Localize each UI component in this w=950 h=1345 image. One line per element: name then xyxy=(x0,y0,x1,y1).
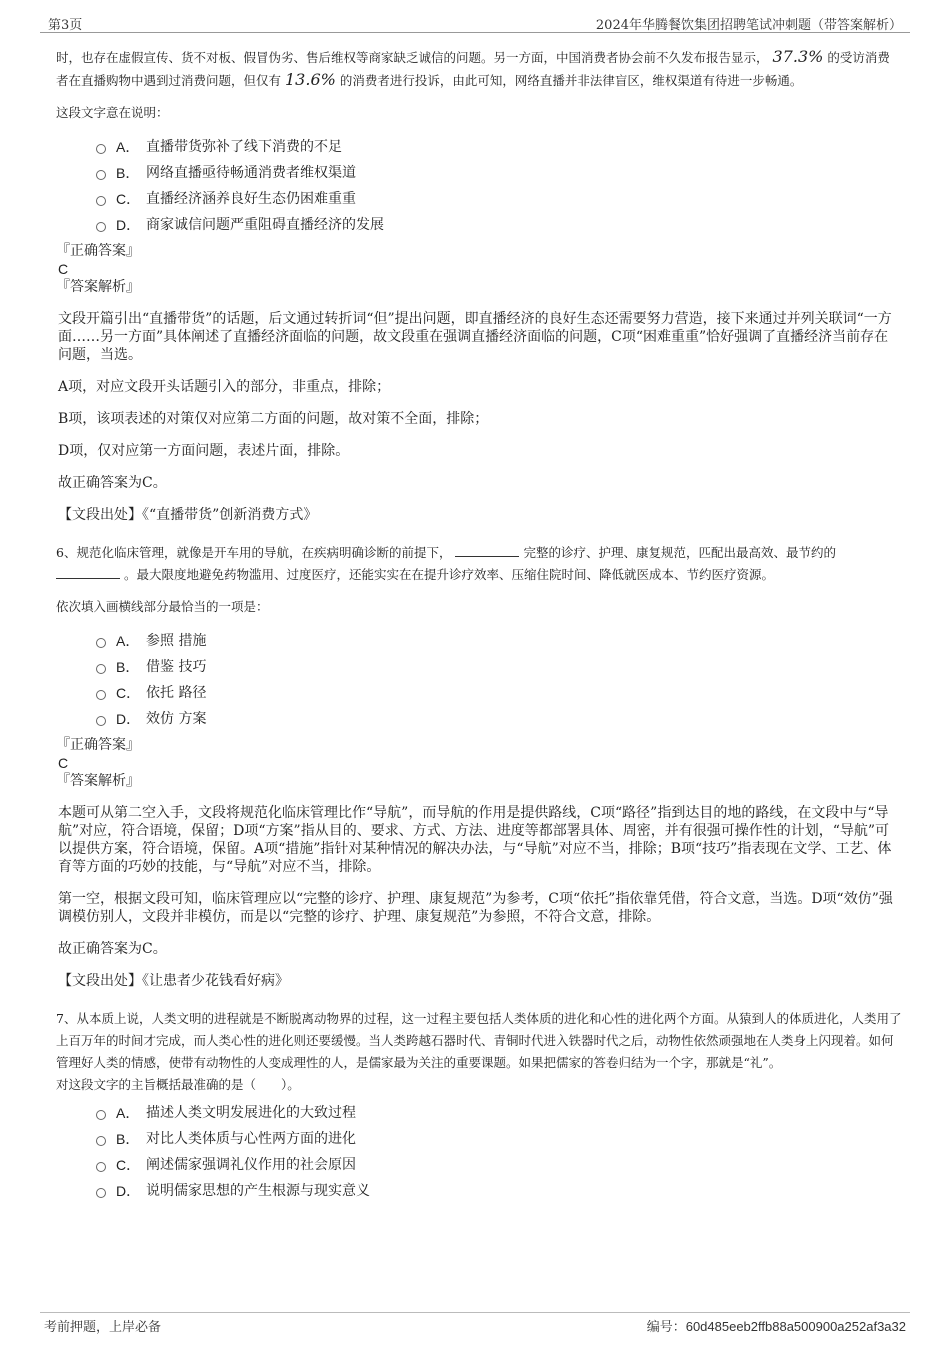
footer-code-value: 60d485eeb2ffb88a500900a252af3a32 xyxy=(685,1319,906,1334)
q5-passage-part-a: 时，也存在虚假宣传、货不对板、假冒伪劣、售后维权等商家缺乏诚信的问题。另一方面，中国消费者协会前不久发布报告显示， xyxy=(56,50,769,65)
q5-analysis-conclusion: 故正确答案为C。 xyxy=(58,475,167,491)
q6-stem-part-a: 6、规范化临床管理，就像是开车用的导航，在疾病明确诊断的前提下， xyxy=(56,545,452,560)
q5-analysis-paragraph: 文段开篇引出“直播带货”的话题，后文通过转折词“但”提出问题，即直播经济的良好生态还需要努力营造，接下来通过并列关联词“一方面……另一方面”具体阐述了直播经济面临的问题，故文段重在强调直播经济面临的问题，C项“困难重重”恰好强调了直播经济当前存在问题，当选。 xyxy=(58,311,892,363)
option-letter: C． xyxy=(116,191,141,207)
q6-option-d[interactable] xyxy=(96,706,902,732)
option-text: 说明儒家思想的产生根源与现实意义 xyxy=(146,1183,370,1199)
q6-stem xyxy=(56,542,902,586)
option-letter: B． xyxy=(116,659,140,675)
q5-analysis-paragraph: A项，对应文段开头话题引入的部分，非重点，排除； xyxy=(58,379,391,395)
option-text: 借鉴 技巧 xyxy=(146,659,207,675)
q6-option-a[interactable] xyxy=(96,628,902,654)
q6-analysis-paragraph: 本题可从第二空入手，文段将规范化临床管理比作“导航”，而导航的作用是提供路线，C项“路径”指到达目的地的路线，在文段中与“导航”对应，符合语境，保留；D项“方案”指从目的、要求、方式、方法、进度等都部署具体、周密，并有很强可操作性的计划，“导航”可以提供方案，符合语境，保留。A项“措施”指针对某种情况的解决办法，与“导航”对应不当，排除；B项“技巧”指表现在文学、工艺、体育等方面的巧妙的技能，与“导航”对应不当，排除。 xyxy=(58,805,892,875)
q5-prompt: 这段文字意在说明： xyxy=(56,105,169,120)
q6-stem-part-c: 。最大限度地避免药物滥用、过度医疗，还能实实在在提升诊疗效率、压缩住院时间、降低就医成本、节约医疗资源。 xyxy=(123,567,774,582)
q5-analysis-paragraph: D项，仅对应第一方面问题，表述片面，排除。 xyxy=(58,443,350,459)
q6-blank-2 xyxy=(56,566,120,579)
option-letter: C． xyxy=(116,685,141,701)
q5-analysis-paragraph: B项，该项表述的对策仅对应第二方面的问题，故对策不全面，排除； xyxy=(58,411,489,427)
q7-prompt: 对这段文字的主旨概括最准确的是（ ）。 xyxy=(56,1077,300,1092)
q5-option-b[interactable] xyxy=(96,160,902,186)
option-letter: D． xyxy=(116,217,141,233)
option-text: 效仿 方案 xyxy=(146,711,207,727)
option-text: 依托 路径 xyxy=(146,685,207,701)
q6-prompt: 依次填入画横线部分最恰当的一项是： xyxy=(56,599,269,614)
option-letter: A． xyxy=(116,139,140,155)
q5-option-a[interactable] xyxy=(96,134,902,160)
footer-code-label: 编号： xyxy=(646,1320,686,1335)
q7-option-d[interactable] xyxy=(96,1178,902,1204)
q5-passage-part-c: 的消费者进行投诉，由此可知，网络直播并非法律盲区，维权渠道有待进一步畅通。 xyxy=(339,73,803,88)
q6-answer: C xyxy=(58,755,69,771)
option-letter: A． xyxy=(116,633,140,649)
radio-icon[interactable] xyxy=(96,690,106,700)
option-letter: A． xyxy=(116,1105,140,1121)
option-text: 阐述儒家强调礼仪作用的社会原因 xyxy=(146,1157,356,1173)
page-content xyxy=(56,46,902,1208)
option-text: 直播经济涵养良好生态仍困难重重 xyxy=(146,191,356,207)
option-text: 参照 措施 xyxy=(146,633,207,649)
option-letter: D． xyxy=(116,1183,141,1199)
radio-icon[interactable] xyxy=(96,1136,106,1146)
q6-stem-part-b: 完整的诊疗、护理、康复规范，匹配出最高效、最节约的 xyxy=(523,545,836,560)
page-header xyxy=(40,12,910,33)
q6-options xyxy=(96,628,902,732)
q5-answer: C xyxy=(58,261,69,277)
option-text: 网络直播亟待畅通消费者维权渠道 xyxy=(146,165,356,181)
option-text: 描述人类文明发展进化的大致过程 xyxy=(146,1105,356,1121)
radio-icon[interactable] xyxy=(96,144,106,154)
radio-icon[interactable] xyxy=(96,1110,106,1120)
q6-option-c[interactable] xyxy=(96,680,902,706)
page-footer xyxy=(40,1312,910,1335)
q7-option-b[interactable] xyxy=(96,1126,902,1152)
q7-option-a[interactable] xyxy=(96,1100,902,1126)
q6-analysis-paragraph: 第一空，根据文段可知，临床管理应以“完整的诊疗、护理、康复规范”为参考，C项“依托”指依靠凭借，符合文意，当选。D项“效仿”强调模仿别人，文段并非模仿，而是以“完整的诊疗、护理、康复规范”为参照，不符合文意，排除。 xyxy=(58,891,893,925)
footer-slogan: 考前押题，上岸必备 xyxy=(44,1320,162,1335)
q6-source: 【文段出处】《让患者少花钱看好病》 xyxy=(58,973,289,989)
q6-blank-1 xyxy=(455,544,519,557)
q5-source: 【文段出处】《“直播带货”创新消费方式》 xyxy=(58,507,318,523)
q5-option-d[interactable] xyxy=(96,212,902,238)
radio-icon[interactable] xyxy=(96,1188,106,1198)
q5-options xyxy=(96,134,902,238)
q6-analysis-conclusion: 故正确答案为C。 xyxy=(58,941,167,957)
radio-icon[interactable] xyxy=(96,664,106,674)
option-text: 直播带货弥补了线下消费的不足 xyxy=(146,139,342,155)
q5-passage xyxy=(56,46,902,92)
q5-percent-1: 37.3% xyxy=(772,47,824,66)
q7-stem: 7、从本质上说，人类文明的进程就是不断脱离动物界的过程，这一过程主要包括人类体质的进化和心性的进化两个方面。从猿到人的体质进化，人类用了上百万年的时间才完成，而人类心性的进化则还要缓慢。当人类跨越石器时代、青铜时代进入铁器时代之后，动物性依然顽强地在人类身上闪现着。如何管理好人类的情感，使带有动物性的人变成理性的人，是儒家最为关注的重要课题。如果把儒家的答卷归结为一个字，那就是“礼”。 xyxy=(56,1011,902,1070)
option-letter: B． xyxy=(116,165,140,181)
page-number: 第3页 xyxy=(48,18,83,33)
q5-answer-label: 『正确答案』 xyxy=(56,243,140,259)
q5-option-c[interactable] xyxy=(96,186,902,212)
radio-icon[interactable] xyxy=(96,170,106,180)
option-text: 商家诚信问题严重阻碍直播经济的发展 xyxy=(146,217,384,233)
q7-option-c[interactable] xyxy=(96,1152,902,1178)
document-title: 2024年华腾餐饮集团招聘笔试冲刺题（带答案解析） xyxy=(595,18,902,33)
radio-icon[interactable] xyxy=(96,638,106,648)
q6-answer-label: 『正确答案』 xyxy=(56,737,140,753)
option-letter: B． xyxy=(116,1131,140,1147)
option-text: 对比人类体质与心性两方面的进化 xyxy=(146,1131,356,1147)
option-letter: C． xyxy=(116,1157,141,1173)
q5-percent-2: 13.6% xyxy=(285,70,336,89)
q5-analysis-label: 『答案解析』 xyxy=(56,279,140,295)
radio-icon[interactable] xyxy=(96,222,106,232)
q6-analysis-label: 『答案解析』 xyxy=(56,773,140,789)
option-letter: D． xyxy=(116,711,141,727)
radio-icon[interactable] xyxy=(96,716,106,726)
radio-icon[interactable] xyxy=(96,1162,106,1172)
q7-options xyxy=(96,1100,902,1204)
footer-code xyxy=(647,1316,906,1335)
q6-option-b[interactable] xyxy=(96,654,902,680)
radio-icon[interactable] xyxy=(96,196,106,206)
q5-passage-part-b: 的受访消费者在直播购物中遇到过消费问题，但仅有 xyxy=(56,50,890,88)
